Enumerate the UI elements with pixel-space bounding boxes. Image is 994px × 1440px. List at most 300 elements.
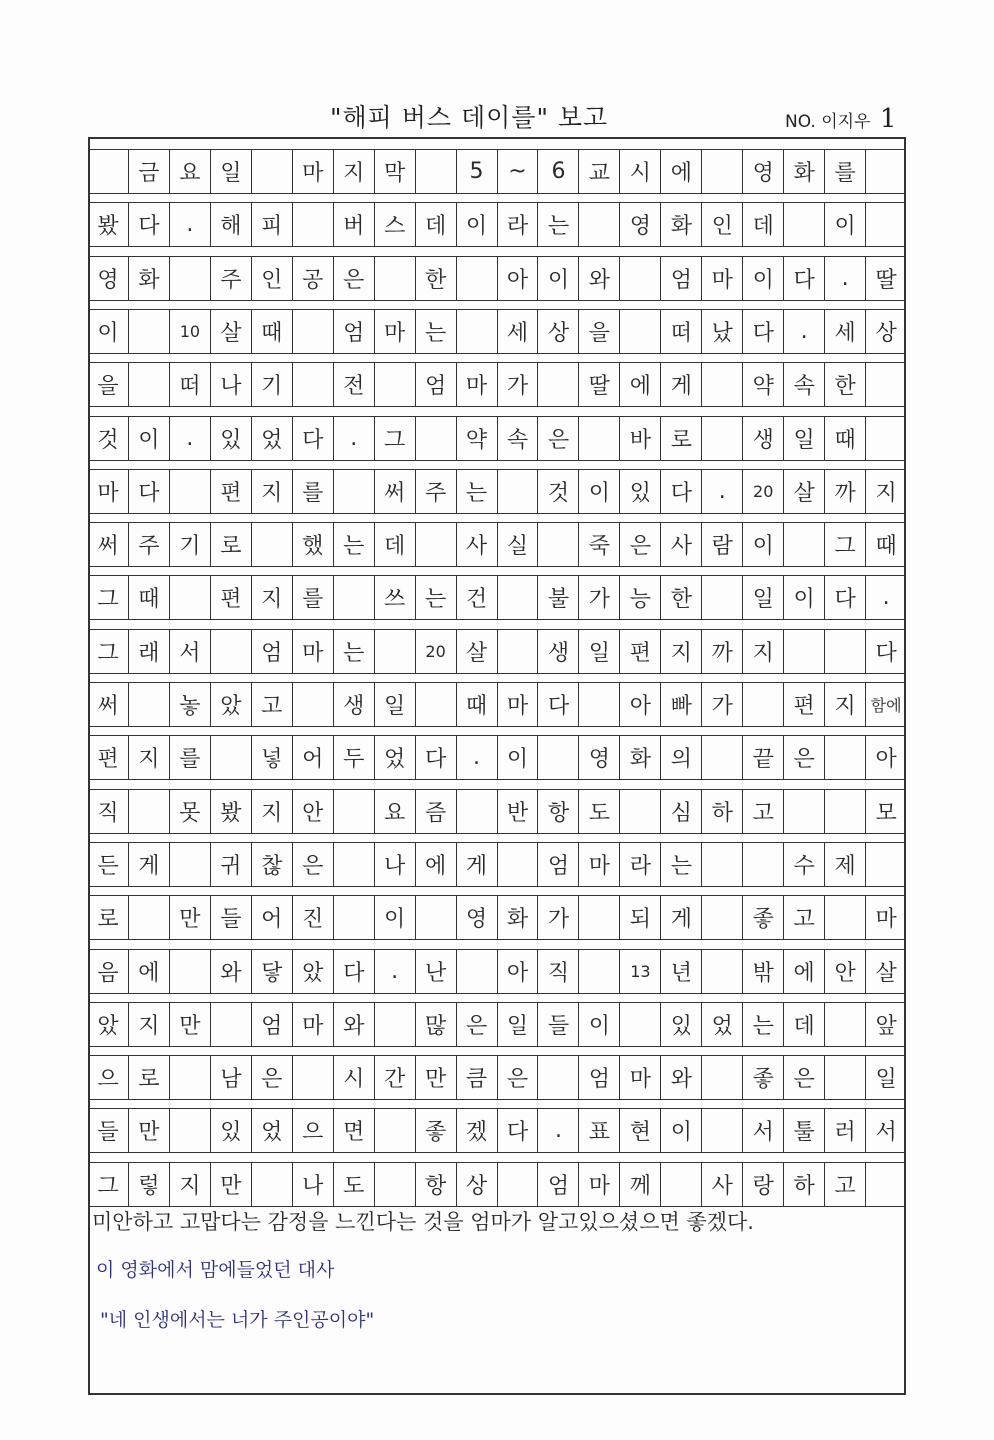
grid-cell: 세 <box>824 310 865 353</box>
grid-cell: 만 <box>415 1056 456 1099</box>
grid-cell <box>742 843 783 886</box>
grid-cell: 넣 <box>251 736 292 779</box>
grid-cell: 가 <box>497 363 538 406</box>
grid-cell <box>497 576 538 619</box>
grid-cell: . <box>701 470 742 513</box>
grid-cell: 는 <box>415 310 456 353</box>
grid-cell <box>701 950 742 993</box>
grid-cell: 엄 <box>251 630 292 673</box>
grid-cell: 를 <box>169 736 210 779</box>
grid-cell <box>251 523 292 566</box>
grid-cell: 다 <box>824 576 865 619</box>
grid-cell: 하 <box>783 1163 824 1206</box>
grid-cell <box>169 843 210 886</box>
grid-row <box>88 362 906 407</box>
grid-cell: 이 <box>456 203 497 246</box>
grid-cell: 다 <box>537 683 578 726</box>
grid-cell: 이 <box>497 736 538 779</box>
grid-cell: 귀 <box>210 843 251 886</box>
grid-cell: 만 <box>169 896 210 939</box>
grid-cell <box>374 1163 415 1206</box>
grid-cell: 그 <box>97 640 119 666</box>
grid-cell: 10 <box>169 310 210 353</box>
grid-cell <box>169 1056 210 1099</box>
grid-cell: 때 <box>456 683 497 726</box>
grid-cell: 영 <box>619 203 660 246</box>
grid-cell: 까 <box>701 630 742 673</box>
grid-cell <box>497 1163 538 1206</box>
grid-cell: 영 <box>742 150 783 193</box>
grid-cell: 이 <box>537 257 578 300</box>
grid-cell <box>824 736 865 779</box>
grid-cell: 편 <box>619 630 660 673</box>
grid-cell: . <box>456 736 497 779</box>
grid-cell <box>660 1163 701 1206</box>
grid-cell: 데 <box>742 203 783 246</box>
grid-cell: 렇 <box>128 1163 169 1206</box>
grid-cell: 이 <box>128 417 169 460</box>
page-number: 1 <box>879 104 897 134</box>
grid-row <box>88 202 906 247</box>
grid-cell: 한 <box>660 576 701 619</box>
grid-cell: 와 <box>660 1056 701 1099</box>
grid-cell: 으 <box>292 1109 333 1152</box>
grid-cell: 막 <box>374 150 415 193</box>
grid-cell: 화 <box>783 150 824 193</box>
grid-cell: 화 <box>128 257 169 300</box>
grid-cell: 게 <box>660 896 701 939</box>
grid-cell: 이 <box>660 1109 701 1152</box>
grid-cell <box>415 417 456 460</box>
grid-row <box>88 575 906 620</box>
grid-cell: 데 <box>783 1003 824 1046</box>
grid-cell <box>292 310 333 353</box>
grid-cell: 다 <box>128 470 169 513</box>
grid-cell <box>456 257 497 300</box>
grid-cell: 는 <box>742 1003 783 1046</box>
grid-cell <box>374 1109 415 1152</box>
grid-cell <box>415 896 456 939</box>
grid-cell: 했 <box>292 523 333 566</box>
grid-cell: 께 <box>619 1163 660 1206</box>
grid-cell: 었 <box>251 417 292 460</box>
grid-cell: 엄 <box>537 1163 578 1206</box>
grid-cell: 한 <box>824 363 865 406</box>
grid-cell: 일 <box>578 630 619 673</box>
grid-cell <box>333 470 374 513</box>
grid-cell: 버 <box>333 203 374 246</box>
grid-cell: 실 <box>497 523 538 566</box>
grid-cell: 만 <box>210 1163 251 1206</box>
grid-cell <box>701 1056 742 1099</box>
grid-cell <box>578 896 619 939</box>
grid-cell <box>333 843 374 886</box>
grid-cell: 는 <box>456 470 497 513</box>
grid-cell: 닿 <box>251 950 292 993</box>
grid-cell: 에 <box>415 843 456 886</box>
grid-cell: 마 <box>292 1003 333 1046</box>
grid-cell: 못 <box>169 790 210 833</box>
grid-cell: 인 <box>701 203 742 246</box>
grid-cell: 마 <box>497 683 538 726</box>
grid-cell: 속 <box>783 363 824 406</box>
grid-cell: 마 <box>292 630 333 673</box>
grid-cell: 어 <box>251 896 292 939</box>
grid-cell: 밖 <box>742 950 783 993</box>
grid-cell: 있 <box>210 417 251 460</box>
grid-cell: 아 <box>497 950 538 993</box>
grid-cell: . <box>537 1109 578 1152</box>
grid-cell: 이 <box>783 576 824 619</box>
grid-cell <box>783 630 824 673</box>
grid-row <box>88 149 906 194</box>
grid-cell: 다 <box>865 630 906 673</box>
grid-cell: 에 <box>619 363 660 406</box>
grid-cell: 서 <box>169 630 210 673</box>
grid-cell: 났 <box>701 310 742 353</box>
grid-cell: 있 <box>210 1109 251 1152</box>
grid-cell: 에 <box>660 150 701 193</box>
grid-cell <box>374 257 415 300</box>
grid-cell: . <box>333 417 374 460</box>
grid-cell: 고 <box>251 683 292 726</box>
grid-cell: 찮 <box>251 843 292 886</box>
grid-cell <box>333 790 374 833</box>
grid-cell: 엄 <box>660 257 701 300</box>
grid-cell <box>415 523 456 566</box>
grid-cell: 놓 <box>169 683 210 726</box>
grid-cell: 로 <box>210 523 251 566</box>
grid-cell: 지 <box>128 736 169 779</box>
grid-row <box>88 256 906 301</box>
grid-cell: 데 <box>374 523 415 566</box>
grid-cell: . <box>169 417 210 460</box>
grid-cell: 일 <box>783 417 824 460</box>
grid-cell: 써 <box>97 694 119 719</box>
grid-cell: 수 <box>783 843 824 886</box>
grid-cell: 피 <box>251 203 292 246</box>
grid-cell: 좋 <box>742 896 783 939</box>
grid-cell: 생 <box>742 417 783 460</box>
grid-cell: 이 <box>578 470 619 513</box>
grid-cell <box>374 363 415 406</box>
grid-cell: 불 <box>537 576 578 619</box>
grid-cell: 때 <box>865 523 906 566</box>
grid-cell: 엄 <box>415 363 456 406</box>
grid-cell <box>456 310 497 353</box>
grid-cell: 인 <box>251 257 292 300</box>
grid-row <box>88 682 906 727</box>
grid-cell: 었 <box>701 1003 742 1046</box>
grid-cell: ~ <box>497 150 538 193</box>
grid-cell: . <box>824 257 865 300</box>
grid-cell: 었 <box>374 736 415 779</box>
grid-cell: 현 <box>619 1109 660 1152</box>
grid-cell: 았 <box>210 683 251 726</box>
grid-cell <box>128 683 169 726</box>
grid-cell <box>619 1003 660 1046</box>
grid-cell: 년 <box>660 950 701 993</box>
grid-cell: 로 <box>97 907 119 933</box>
grid-cell <box>619 790 660 833</box>
grid-cell: 화 <box>619 736 660 779</box>
grid-cell <box>865 843 906 886</box>
grid-row <box>88 949 906 994</box>
grid-cell <box>701 896 742 939</box>
grid-cell <box>497 843 538 886</box>
grid-cell: 만 <box>128 1109 169 1152</box>
author-name: 이지우 <box>821 112 871 132</box>
grid-cell <box>701 843 742 886</box>
grid-cell: 에 <box>128 950 169 993</box>
grid-cell <box>169 1109 210 1152</box>
grid-cell: 약 <box>456 417 497 460</box>
grid-cell: 주 <box>210 257 251 300</box>
grid-cell: 마 <box>619 1056 660 1099</box>
grid-cell: 시 <box>333 1056 374 1099</box>
grid-cell: 를 <box>292 576 333 619</box>
grid-cell: 것 <box>537 470 578 513</box>
grid-cell <box>824 630 865 673</box>
grid-cell: 마 <box>701 257 742 300</box>
grid-row <box>88 789 906 834</box>
grid-cell: 모 <box>865 790 906 833</box>
grid-cell <box>619 310 660 353</box>
grid-cell: 아 <box>865 736 906 779</box>
grid-cell: 데 <box>415 203 456 246</box>
grid-cell: 까 <box>824 470 865 513</box>
grid-cell <box>578 203 619 246</box>
grid-cell <box>415 150 456 193</box>
grid-cell: 러 <box>824 1109 865 1152</box>
grid-cell: 떠 <box>660 310 701 353</box>
grid-cell: 상 <box>537 310 578 353</box>
grid-cell: 영 <box>97 267 119 293</box>
grid-cell: 았 <box>97 1013 119 1039</box>
grid-cell <box>292 683 333 726</box>
grid-cell: 지 <box>660 630 701 673</box>
grid-cell: 사 <box>701 1163 742 1206</box>
grid-cell <box>701 1109 742 1152</box>
grid-cell: 마 <box>456 363 497 406</box>
grid-cell: 다 <box>292 417 333 460</box>
free-line-3: "네 인생에서는 너가 주인공이야" <box>100 1309 375 1331</box>
grid-cell: 요 <box>169 150 210 193</box>
grid-cell: 시 <box>619 150 660 193</box>
grid-cell: 세 <box>497 310 538 353</box>
grid-cell: 게 <box>660 363 701 406</box>
grid-cell <box>169 257 210 300</box>
grid-cell: 다 <box>128 203 169 246</box>
grid-cell: 는 <box>333 523 374 566</box>
grid-cell: 상 <box>456 1163 497 1206</box>
grid-cell: 바 <box>619 417 660 460</box>
grid-cell: 다 <box>415 736 456 779</box>
grid-cell: 직 <box>537 950 578 993</box>
grid-cell: 항 <box>537 790 578 833</box>
grid-cell: 죽 <box>578 523 619 566</box>
grid-cell: 나 <box>374 843 415 886</box>
grid-cell <box>537 523 578 566</box>
grid-cell <box>537 1056 578 1099</box>
grid-cell: 간 <box>374 1056 415 1099</box>
grid-cell: 20 <box>742 470 783 513</box>
grid-cell: 아 <box>497 257 538 300</box>
grid-cell: 지 <box>251 576 292 619</box>
grid-cell: 겠 <box>456 1109 497 1152</box>
grid-cell: 편 <box>783 683 824 726</box>
grid-cell <box>742 683 783 726</box>
grid-cell: 제 <box>824 843 865 886</box>
grid-cell: 든 <box>97 853 119 879</box>
grid-cell: 이 <box>742 257 783 300</box>
grid-cell: . <box>865 576 906 619</box>
grid-cell: 만 <box>169 1003 210 1046</box>
grid-cell: 마 <box>865 896 906 939</box>
grid-cell: 이 <box>97 320 119 346</box>
grid-cell <box>701 417 742 460</box>
grid-row <box>88 522 906 567</box>
grid-cell: 기 <box>251 363 292 406</box>
grid-cell: 은 <box>456 1003 497 1046</box>
grid-cell: 와 <box>333 1003 374 1046</box>
grid-cell: 로 <box>128 1056 169 1099</box>
page-number-label <box>785 104 896 134</box>
grid-cell <box>251 150 292 193</box>
grid-cell: 써 <box>97 534 119 560</box>
grid-cell: . <box>169 203 210 246</box>
grid-cell: 의 <box>660 736 701 779</box>
grid-cell <box>824 790 865 833</box>
grid-cell: 를 <box>292 470 333 513</box>
grid-cell: 마 <box>578 1163 619 1206</box>
grid-cell: 되 <box>619 896 660 939</box>
grid-cell <box>128 896 169 939</box>
grid-cell: 살 <box>783 470 824 513</box>
grid-cell: 엄 <box>537 843 578 886</box>
grid-cell <box>701 576 742 619</box>
grid-cell: 진 <box>292 896 333 939</box>
grid-cell: 때 <box>251 310 292 353</box>
grid-cell: 게 <box>128 843 169 886</box>
grid-cell <box>374 630 415 673</box>
grid-cell: 래 <box>128 630 169 673</box>
grid-cell <box>578 417 619 460</box>
grid-row <box>88 1002 906 1047</box>
grid-cell: 고 <box>783 896 824 939</box>
grid-cell: 다 <box>660 470 701 513</box>
grid-cell: 는 <box>415 576 456 619</box>
grid-cell: 지 <box>742 630 783 673</box>
grid-cell: 약 <box>742 363 783 406</box>
grid-cell <box>210 1003 251 1046</box>
grid-cell: 그 <box>97 587 119 613</box>
grid-cell <box>865 203 906 246</box>
grid-cell: 게 <box>456 843 497 886</box>
grid-cell: 살 <box>456 630 497 673</box>
grid-cell: 영 <box>456 896 497 939</box>
grid-cell: 편 <box>97 747 119 773</box>
grid-cell: 끝 <box>742 736 783 779</box>
grid-row <box>88 895 906 940</box>
grid-cell: 떠 <box>169 363 210 406</box>
grid-row <box>88 1162 906 1207</box>
grid-cell: 항 <box>415 1163 456 1206</box>
grid-cell: 람 <box>701 523 742 566</box>
grid-cell: 지 <box>824 683 865 726</box>
grid-cell: 해 <box>210 203 251 246</box>
grid-cell: 쓰 <box>374 576 415 619</box>
grid-cell: 화 <box>497 896 538 939</box>
grid-cell: 난 <box>415 950 456 993</box>
grid-cell: 남 <box>210 1056 251 1099</box>
free-line-1: 미안하고 고맙다는 감정을 느낀다는 것을 엄마가 알고있으셨으면 좋겠다. <box>92 1210 754 1234</box>
grid-cell <box>415 683 456 726</box>
grid-cell: 가 <box>537 896 578 939</box>
grid-cell: 13 <box>619 950 660 993</box>
grid-cell: 와 <box>210 950 251 993</box>
grid-cell: 를 <box>824 150 865 193</box>
grid-cell <box>865 363 906 406</box>
grid-cell: 함에 <box>865 683 906 726</box>
grid-cell: 일 <box>742 576 783 619</box>
grid-cell <box>619 257 660 300</box>
grid-cell: 이 <box>742 523 783 566</box>
grid-cell: 일 <box>497 1003 538 1046</box>
grid-cell: 생 <box>537 630 578 673</box>
grid-row <box>88 1108 906 1153</box>
grid-cell: 심 <box>660 790 701 833</box>
grid-cell: 한 <box>415 257 456 300</box>
grid-cell: 엄 <box>251 1003 292 1046</box>
grid-cell <box>292 363 333 406</box>
grid-cell: 은 <box>497 1056 538 1099</box>
grid-cell: 상 <box>865 310 906 353</box>
grid-cell: 았 <box>292 950 333 993</box>
grid-row <box>88 842 906 887</box>
grid-cell: 로 <box>660 417 701 460</box>
grid-cell: 그 <box>824 523 865 566</box>
grid-cell: 속 <box>497 417 538 460</box>
grid-cell <box>824 1003 865 1046</box>
grid-cell <box>865 1163 906 1206</box>
grid-cell: 사 <box>456 523 497 566</box>
grid-cell: 어 <box>292 736 333 779</box>
grid-cell: 마 <box>97 480 119 506</box>
grid-cell: 다 <box>333 950 374 993</box>
grid-cell: 들 <box>210 896 251 939</box>
grid-cell: 었 <box>251 1109 292 1152</box>
grid-cell: 에 <box>783 950 824 993</box>
grid-row <box>88 629 906 674</box>
grid-cell: 은 <box>251 1056 292 1099</box>
grid-cell: 공 <box>292 257 333 300</box>
grid-row <box>88 416 906 461</box>
grid-cell: 와 <box>578 257 619 300</box>
grid-cell: 은 <box>619 523 660 566</box>
grid-cell: 은 <box>537 417 578 460</box>
grid-row <box>88 735 906 780</box>
grid-cell: 도 <box>333 1163 374 1206</box>
grid-cell <box>497 630 538 673</box>
grid-cell: 생 <box>333 683 374 726</box>
grid-cell: 다 <box>497 1109 538 1152</box>
grid-cell: 봤 <box>210 790 251 833</box>
grid-cell: 20 <box>415 630 456 673</box>
grid-cell: 직 <box>97 800 119 826</box>
grid-cell: 이 <box>824 203 865 246</box>
grid-cell: 기 <box>169 523 210 566</box>
